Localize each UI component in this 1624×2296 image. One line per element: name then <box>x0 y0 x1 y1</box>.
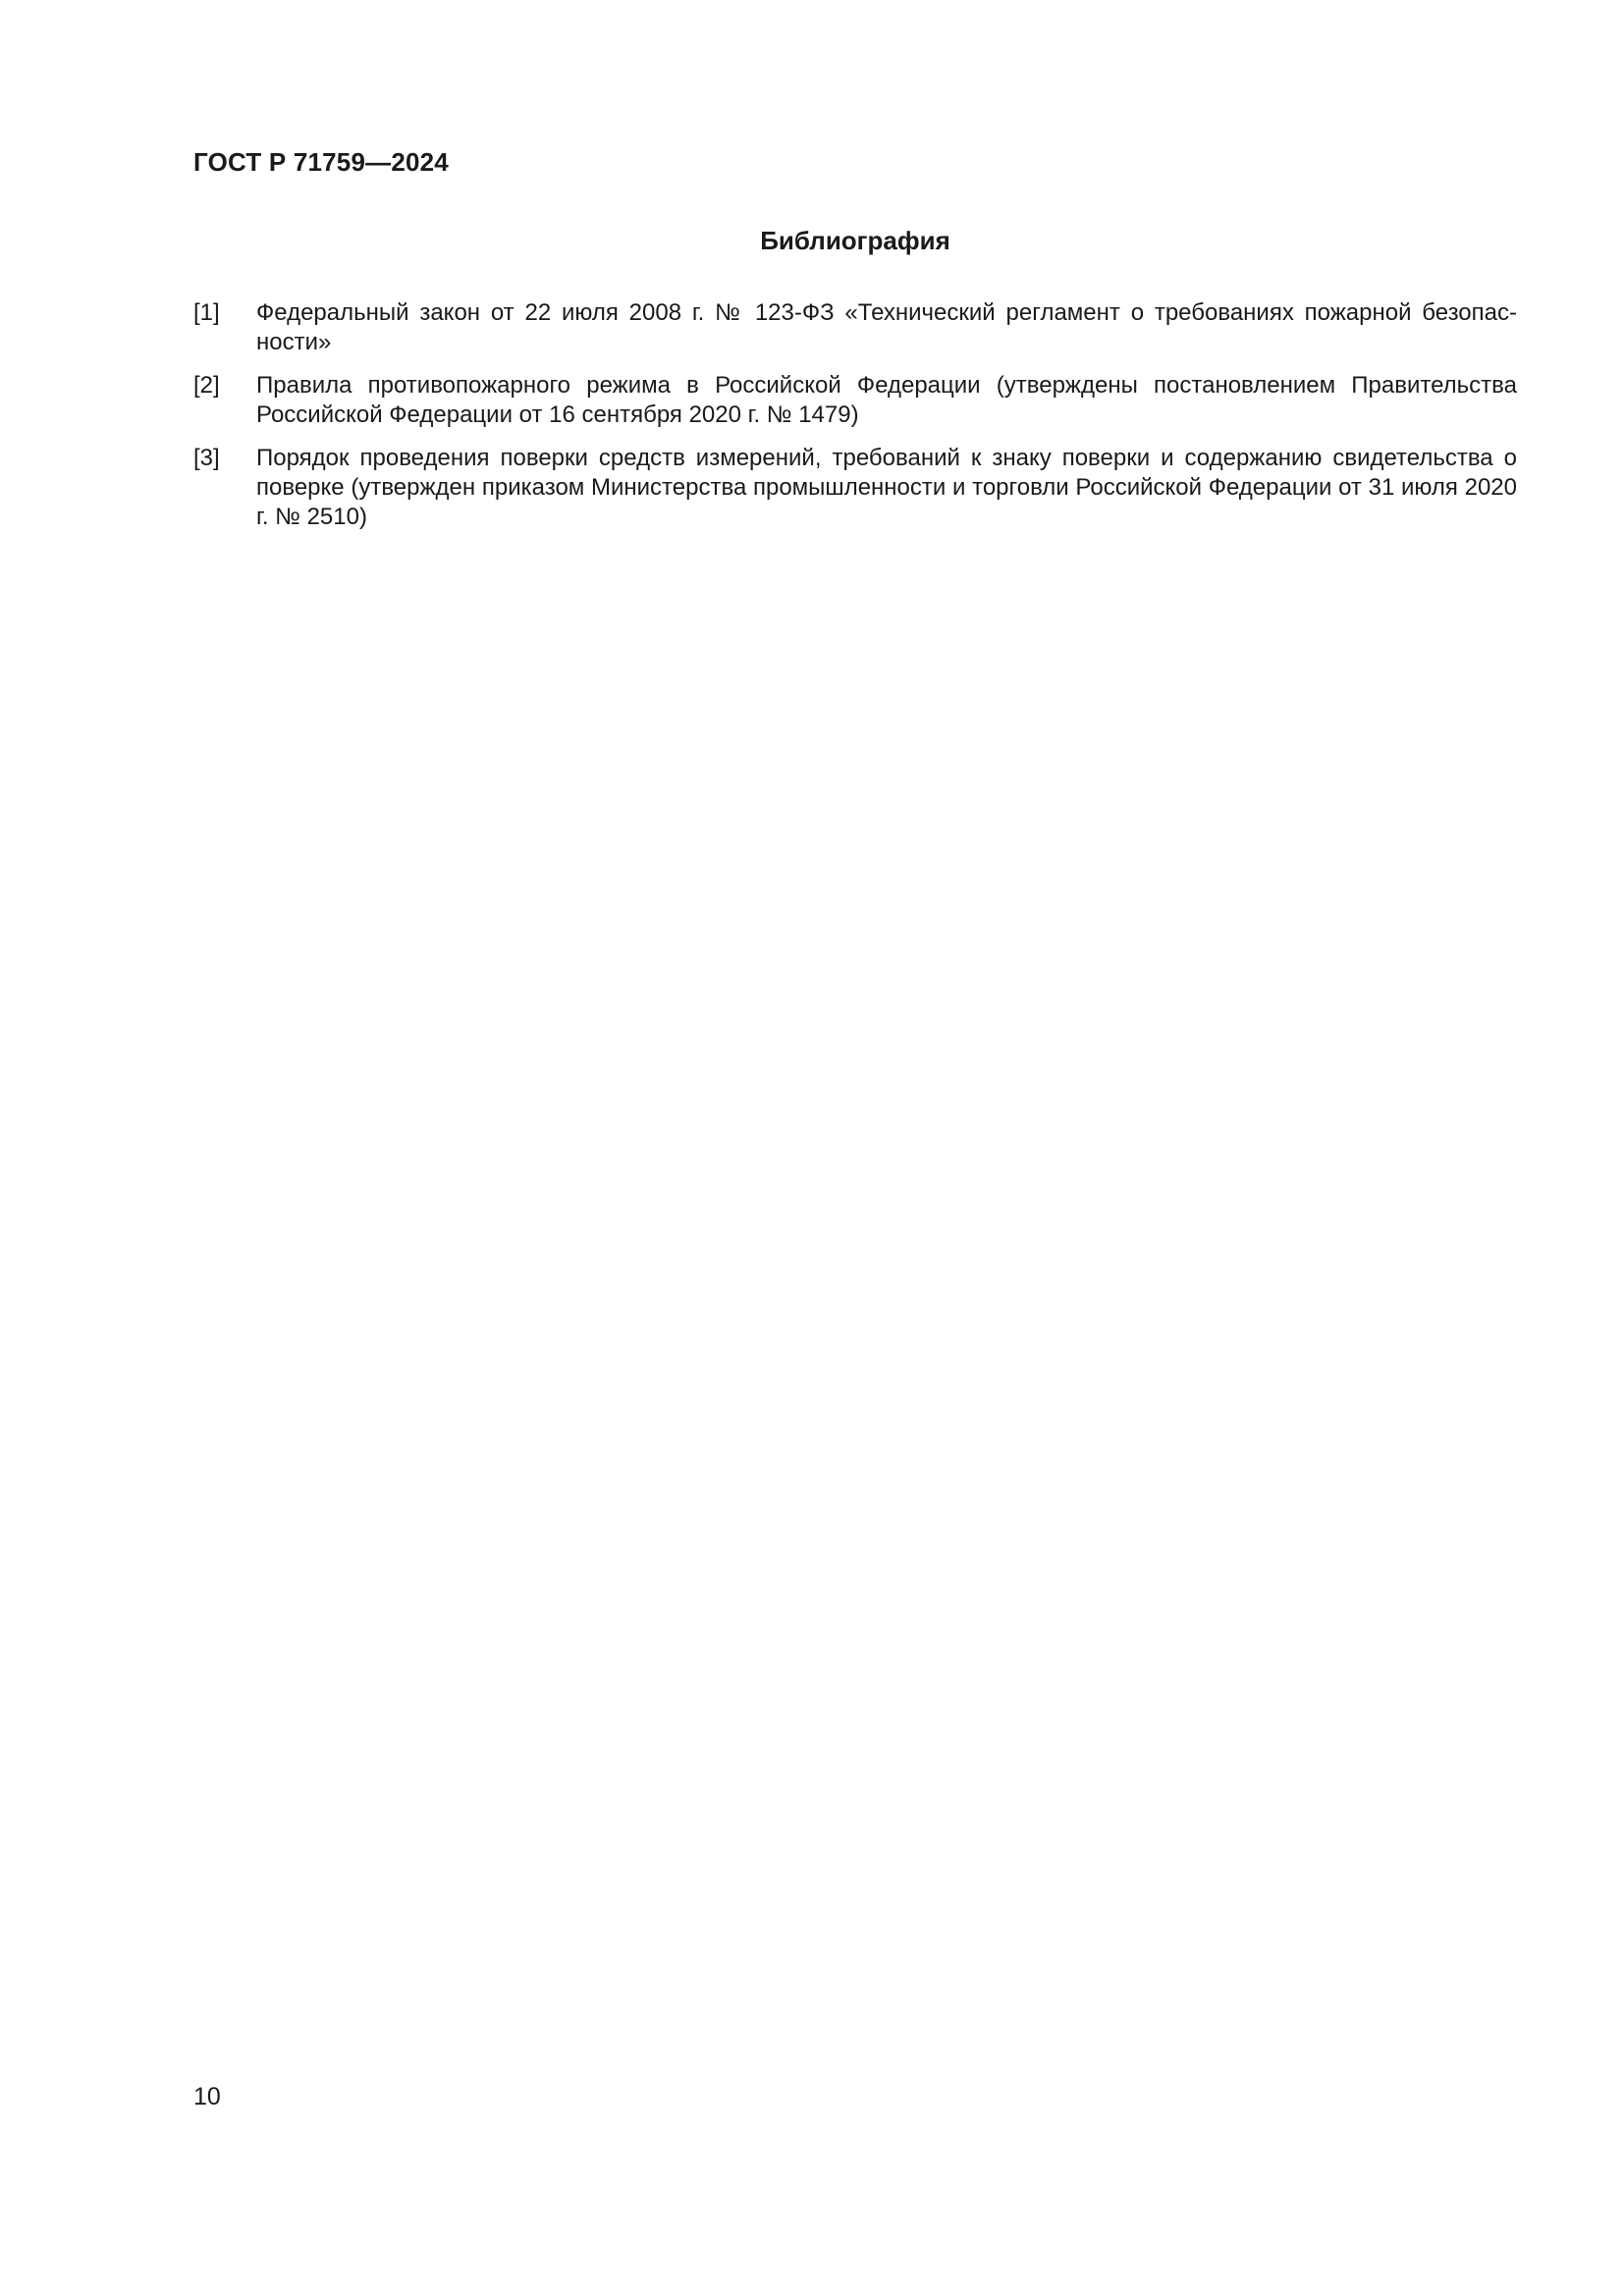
bibliography-list <box>193 298 1517 546</box>
bibliography-item <box>193 444 1517 532</box>
bibliography-item-number: [2] <box>193 372 220 399</box>
page-number: 10 <box>193 2083 221 2110</box>
bibliography-item-number: [3] <box>193 445 220 471</box>
bibliography-item <box>193 371 1517 430</box>
bibliography-item <box>193 298 1517 357</box>
bibliography-item-text: Правила противопожарного режима в Российской Федерации (утверждены постановлением Правительства Российской Федерации от 16 сентября 2020 г. № 1479) <box>256 372 1517 428</box>
bibliography-item-number: [1] <box>193 299 220 326</box>
document-code: ГОСТ Р 71759—2024 <box>193 147 449 177</box>
section-title: Библиография <box>760 226 950 255</box>
bibliography-item-text: Федеральный закон от 22 июля 2008 г. № 123-ФЗ «Технический регламент о требованиях пожарной безопасности» <box>256 299 1517 355</box>
bibliography-item-text: Порядок проведения поверки средств измерений, требований к знаку поверки и содержанию свидетельства о поверке (утвержден приказом Министерства промышленности и торговли Российской Федерации от 31 июля 2020 г. № 2510) <box>256 445 1517 530</box>
